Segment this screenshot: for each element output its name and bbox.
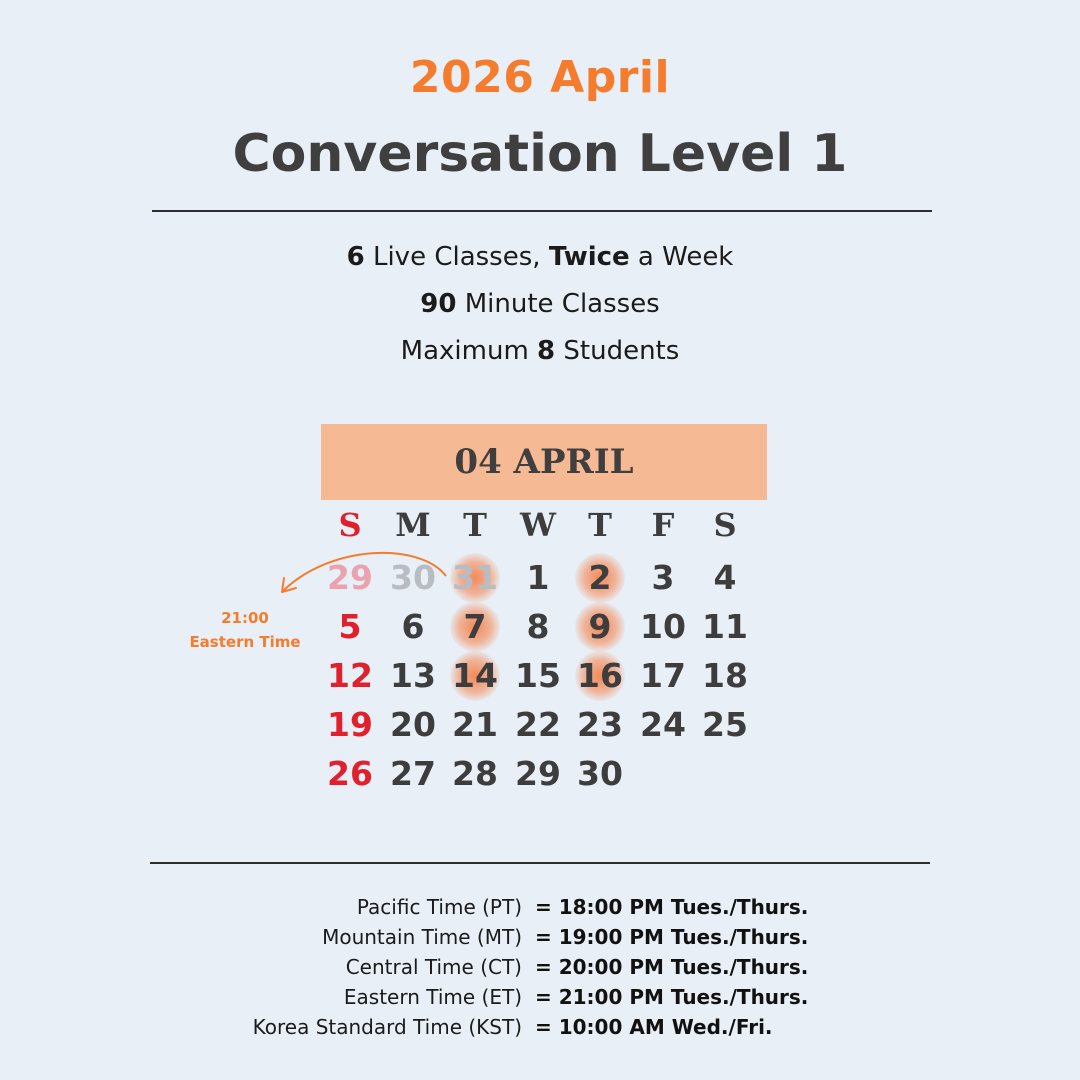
timezone-row bbox=[150, 922, 950, 952]
curved-arrow-icon bbox=[270, 540, 450, 600]
calendar-day: 25 bbox=[702, 705, 748, 744]
calendar-day: 29 bbox=[515, 754, 561, 793]
note-zone: Eastern Time bbox=[189, 633, 301, 651]
class-day: 14 bbox=[444, 656, 506, 696]
calendar-day: 19 bbox=[327, 705, 373, 744]
month-banner: 04 APRIL bbox=[321, 424, 767, 500]
info-max-students bbox=[0, 336, 1080, 366]
timezone-time: = 10:00 AM Wed./Fri. bbox=[535, 1015, 773, 1039]
timezone-label: Mountain Time (MT) bbox=[322, 925, 522, 949]
weekday-header: T bbox=[463, 506, 487, 544]
weekday-header: F bbox=[651, 506, 675, 544]
calendar-day: 8 bbox=[526, 607, 550, 646]
timezone-label: Pacific Time (PT) bbox=[356, 895, 522, 919]
calendar-day: 4 bbox=[713, 558, 737, 597]
info-class-duration bbox=[0, 289, 1080, 319]
calendar-day: 22 bbox=[515, 705, 561, 744]
note-time: 21:00 bbox=[221, 609, 269, 627]
timezone-row bbox=[150, 982, 950, 1012]
timezone-row bbox=[150, 892, 950, 922]
class-day: 16 bbox=[569, 656, 631, 696]
info-classes-per-week bbox=[0, 242, 1080, 272]
class-day: 9 bbox=[569, 607, 631, 647]
calendar-day: 6 bbox=[401, 607, 425, 646]
bottom-divider bbox=[150, 862, 930, 864]
timezone-row bbox=[150, 1012, 950, 1042]
calendar-day: 21 bbox=[452, 705, 498, 744]
calendar-day: 30 bbox=[577, 754, 623, 793]
year-month-heading: 2026 April bbox=[409, 52, 671, 103]
max-students: 8 bbox=[537, 336, 556, 366]
calendar-day: 12 bbox=[327, 656, 373, 695]
weekday-header: W bbox=[520, 506, 556, 544]
frequency: Twice bbox=[548, 242, 630, 272]
timezone-label: Eastern Time (ET) bbox=[343, 985, 522, 1009]
top-divider bbox=[152, 210, 932, 212]
calendar-day: 29 bbox=[327, 558, 373, 597]
calendar-day: 11 bbox=[702, 607, 748, 646]
timezone-row bbox=[150, 952, 950, 982]
calendar-day: 20 bbox=[390, 705, 436, 744]
timezone-time: = 21:00 PM Tues./Thurs. bbox=[535, 985, 809, 1009]
timezone-label: Korea Standard Time (KST) bbox=[252, 1015, 522, 1039]
timezone-label: Central Time (CT) bbox=[345, 955, 522, 979]
time-note bbox=[180, 606, 310, 654]
calendar-day: 5 bbox=[338, 607, 362, 646]
calendar-day: 27 bbox=[390, 754, 436, 793]
info-text: Minute Classes bbox=[456, 289, 660, 319]
timezone-time: = 20:00 PM Tues./Thurs. bbox=[535, 955, 809, 979]
info-text: Maximum bbox=[400, 336, 538, 366]
weekday-header: T bbox=[588, 506, 612, 544]
calendar-day: 15 bbox=[515, 656, 561, 695]
calendar-day: 24 bbox=[640, 705, 686, 744]
weekday-header: S bbox=[338, 506, 362, 544]
timezone-time: = 19:00 PM Tues./Thurs. bbox=[535, 925, 809, 949]
info-text: Live Classes, bbox=[364, 242, 549, 272]
class-day: 31 bbox=[444, 558, 506, 598]
calendar-day: 13 bbox=[390, 656, 436, 695]
calendar-day: 30 bbox=[390, 558, 436, 597]
calendar-day: 26 bbox=[327, 754, 373, 793]
weekday-header: M bbox=[395, 506, 431, 544]
calendar-day: 3 bbox=[651, 558, 675, 597]
course-title: Conversation Level 1 bbox=[232, 124, 848, 184]
info-text: Students bbox=[555, 336, 680, 366]
calendar-day: 23 bbox=[577, 705, 623, 744]
class-count: 6 bbox=[346, 242, 365, 272]
duration-minutes: 90 bbox=[420, 289, 457, 319]
calendar-day: 18 bbox=[702, 656, 748, 695]
timezone-time: = 18:00 PM Tues./Thurs. bbox=[535, 895, 809, 919]
calendar-day: 28 bbox=[452, 754, 498, 793]
class-day: 7 bbox=[444, 607, 506, 647]
calendar-day: 17 bbox=[640, 656, 686, 695]
info-text: a Week bbox=[629, 242, 734, 272]
calendar-day: 10 bbox=[640, 607, 686, 646]
weekday-header: S bbox=[713, 506, 737, 544]
calendar-day: 1 bbox=[526, 558, 550, 597]
class-day: 2 bbox=[569, 558, 631, 598]
